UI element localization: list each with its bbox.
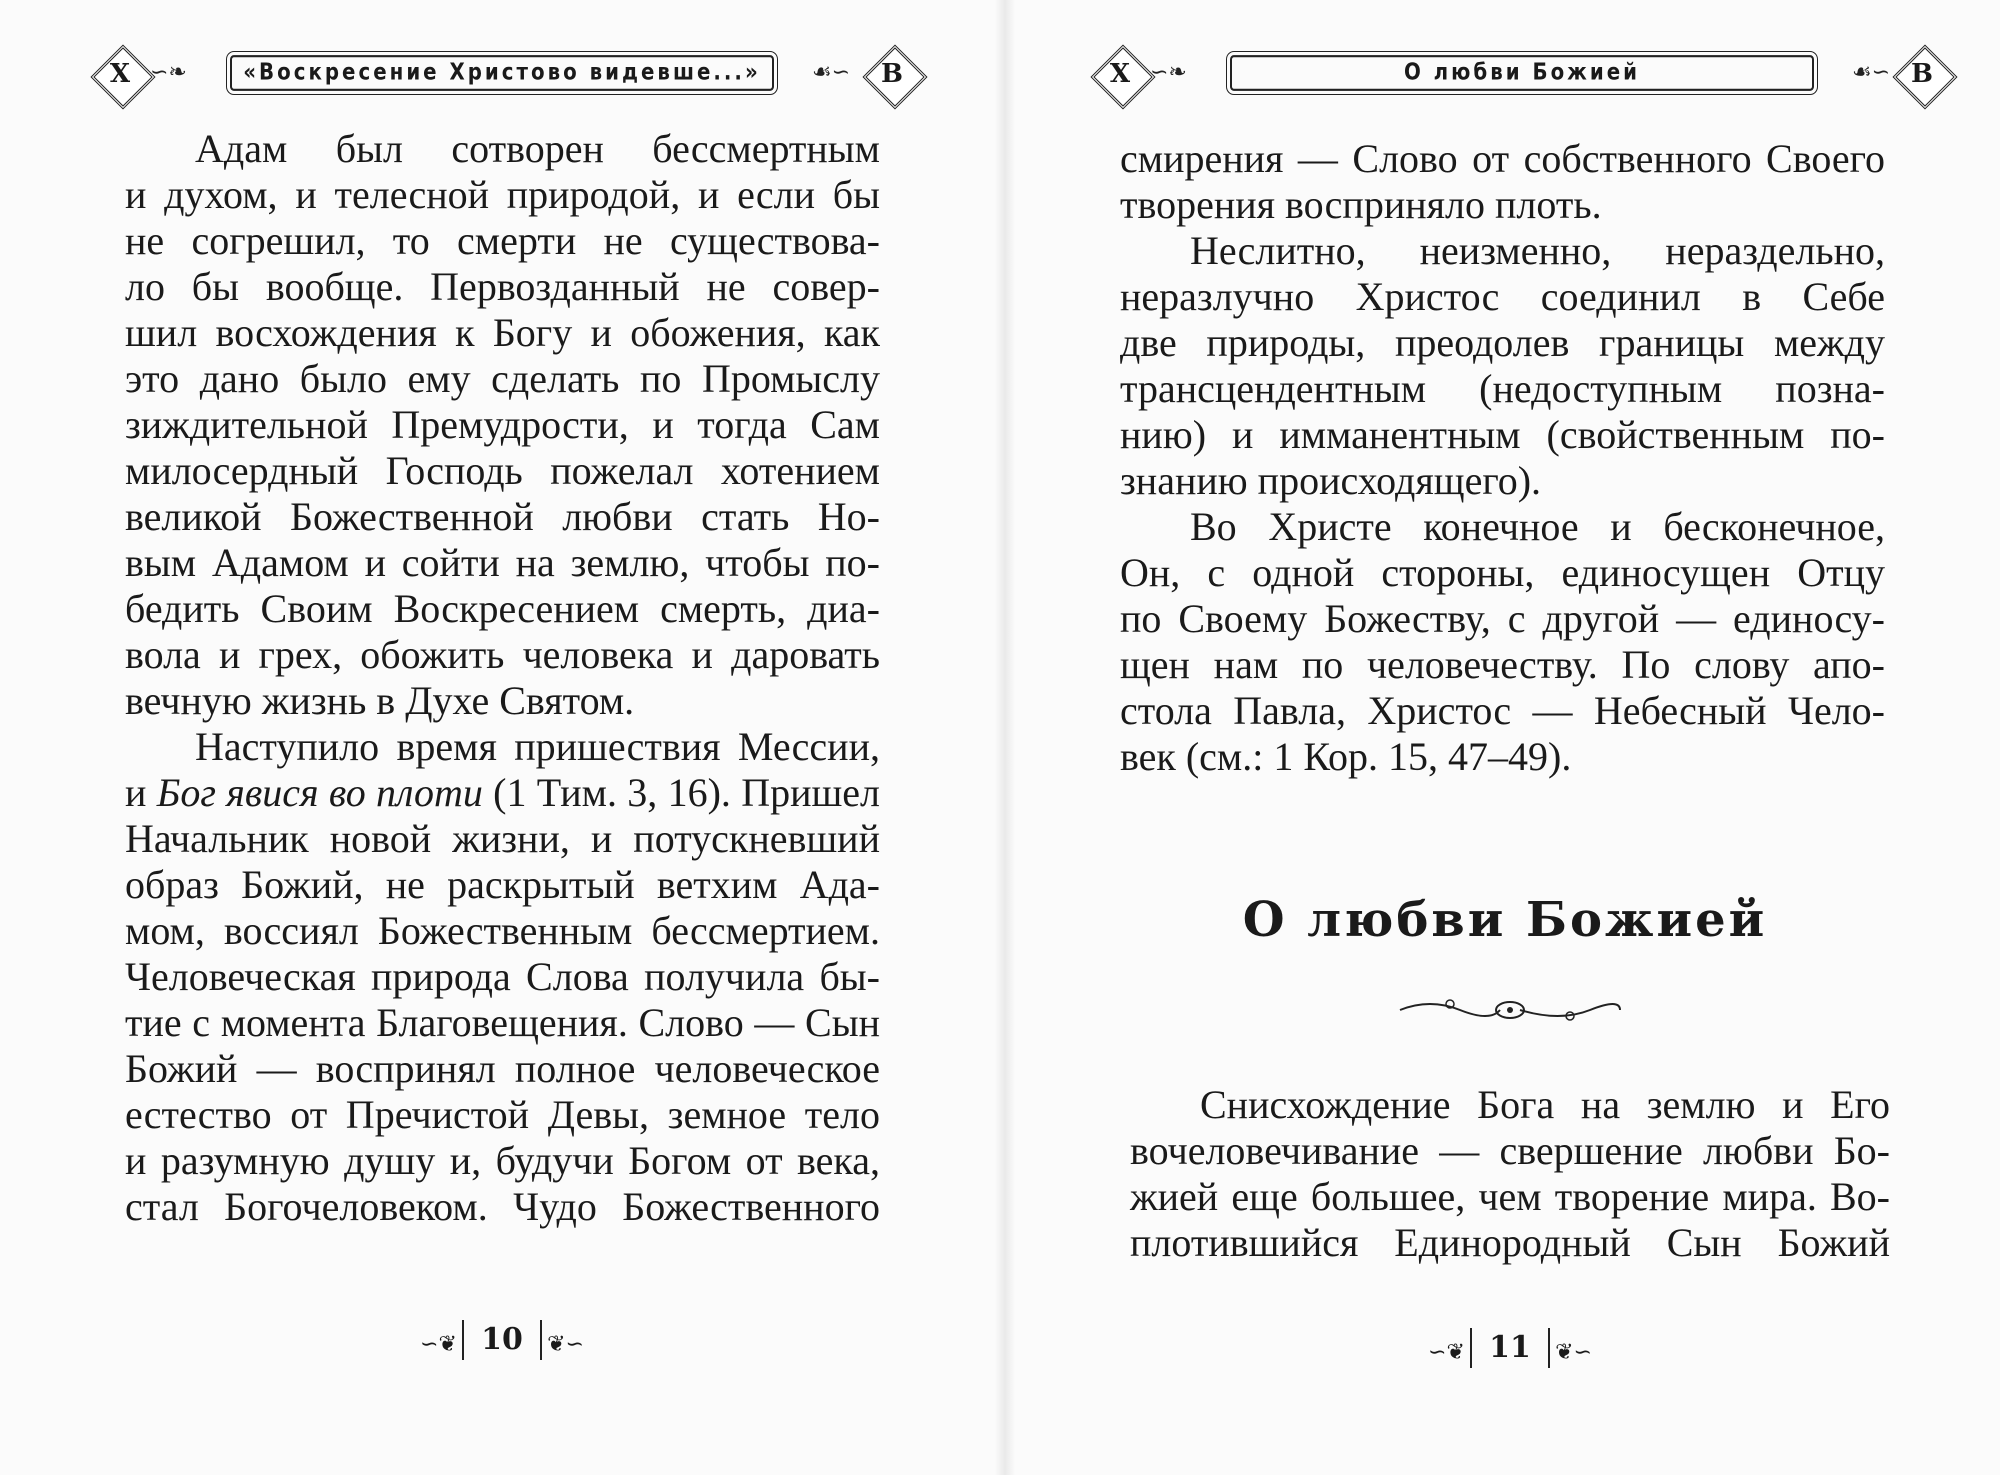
text-line: зиждительной Премудрости, и тогда Сам	[125, 402, 880, 447]
scroll-flourish-icon: ∽❧	[1150, 60, 1187, 85]
left-header-title: «Воскресение Христово видевше...»	[230, 55, 774, 91]
left-header-band	[150, 56, 850, 92]
right-header-title: О любви Божией	[1230, 55, 1814, 91]
page-number-10: 10	[462, 1320, 542, 1360]
text-line: щен нам по человечеству. По слову апо-	[1120, 642, 1885, 687]
text-line: милосердный Господь пожелал хотением	[125, 448, 880, 493]
text-line: образ Божий, не раскрытый ветхим Ада-	[125, 862, 880, 907]
text-line: век (см.: 1 Кор. 15, 47–49).	[1120, 734, 1572, 779]
text-line: великой Божественной любви стать Но-	[125, 494, 880, 539]
scroll-flourish-icon: ☙∽	[811, 60, 850, 85]
text-line: знанию происходящего).	[1120, 458, 1542, 503]
right-page-text	[1120, 136, 1885, 780]
text-line: Адам был сотворен бессмертным	[195, 126, 880, 171]
text-line: вым Адамом и сойти на землю, чтобы по-	[125, 540, 880, 585]
text-line: и духом, и телесной природой, и если бы	[125, 172, 880, 217]
text-line: Начальник новой жизни, и потускневший	[125, 816, 880, 861]
text-line: тие с момента Благовещения. Слово — Сын	[125, 1000, 880, 1045]
left-page-text	[125, 126, 880, 1230]
text-line: ло бы вообще. Первозданный не совер-	[125, 264, 880, 309]
text-line: жией еще большее, чем творение мира. Во-	[1130, 1174, 1890, 1219]
right-page-number	[1390, 1328, 1630, 1372]
text-line: вечную жизнь в Духе Святом.	[125, 678, 635, 723]
text-line: нию) и имманентным (свойственным по-	[1120, 412, 1885, 457]
text-line-with-quote: и Бог явися во плоти (1 Тим. 3, 16). Пришел	[125, 770, 881, 815]
text-line: мом, воссиял Божественным бессмертием.	[125, 908, 880, 953]
text-line: и разумную душу и, будучи Богом от века,	[125, 1138, 880, 1183]
book-gutter	[995, 0, 1015, 1475]
text-line: смирения — Слово от собственного Своего	[1120, 136, 1885, 181]
text-line: Снисхождение Бога на землю и Его	[1200, 1082, 1890, 1127]
text-line: не согрешил, то смерти не существова-	[125, 218, 880, 263]
chapter-title: О любви Божией	[1242, 892, 1768, 948]
left-page-number	[382, 1320, 622, 1364]
text-line: Он, с одной стороны, единосущен Отцу	[1120, 550, 1885, 595]
text-line: неразлучно Христос соединил в Себе	[1120, 274, 1885, 319]
right-header-badge-x: Х	[1088, 42, 1152, 106]
right-header-badge-v: В	[1890, 42, 1954, 106]
folio-flourish-icon: ❦∽	[1555, 1340, 1592, 1365]
text-line: бедить Своим Воскресением смерть, диа-	[125, 586, 880, 631]
text-line: естество от Пречистой Девы, земное тело	[125, 1092, 880, 1137]
text-line: Неслитно, неизменно, нераздельно,	[1190, 228, 1885, 273]
text-line: творения восприняло плоть.	[1120, 182, 1602, 227]
text-line: Божий — воспринял полное человеческое	[125, 1046, 880, 1091]
scroll-flourish-icon: ∽❧	[150, 60, 187, 85]
text-line: стола Павла, Христос — Небесный Чело-	[1120, 688, 1885, 733]
left-header-badge-x: Х	[88, 42, 152, 106]
text-line: плотившийся Единородный Сын Божий	[1130, 1220, 1890, 1265]
left-header-badge-v: В	[860, 42, 924, 106]
right-header-band	[1150, 56, 1890, 92]
text-line: вола и грех, обожить человека и даровать	[125, 632, 880, 677]
page-number-11: 11	[1470, 1328, 1550, 1368]
text-line: Наступило время пришествия Мессии,	[195, 724, 880, 769]
scripture-quote: Бог явися во плоти	[156, 770, 483, 815]
text-line: Во Христе конечное и бесконечное,	[1190, 504, 1885, 549]
text-line: трансцендентным (недоступным позна-	[1120, 366, 1885, 411]
text-line: вочеловечивание — свершение любви Бо-	[1130, 1128, 1890, 1173]
text-line: по Своему Божеству, с другой — единосу-	[1120, 596, 1885, 641]
scroll-flourish-icon: ☙∽	[1851, 60, 1890, 85]
text-line: Человеческая природа Слова получила бы-	[125, 954, 880, 999]
text-line: это дано было ему сделать по Промыслу	[125, 356, 880, 401]
text-line: стал Богочеловеком. Чудо Божественного	[125, 1184, 880, 1229]
folio-flourish-icon: ❦∽	[547, 1332, 584, 1357]
text-line: шил восхождения к Богу и обожения, как	[125, 310, 880, 355]
folio-flourish-icon: ∽❦	[420, 1332, 457, 1357]
chapter-opening-text	[1130, 1082, 1890, 1266]
text-line: две природы, преодолев границы между	[1120, 320, 1885, 365]
chapter-divider-ornament-icon	[1390, 990, 1630, 1030]
left-running-header	[60, 42, 930, 106]
folio-flourish-icon: ∽❦	[1428, 1340, 1465, 1365]
right-running-header	[1080, 42, 1960, 106]
